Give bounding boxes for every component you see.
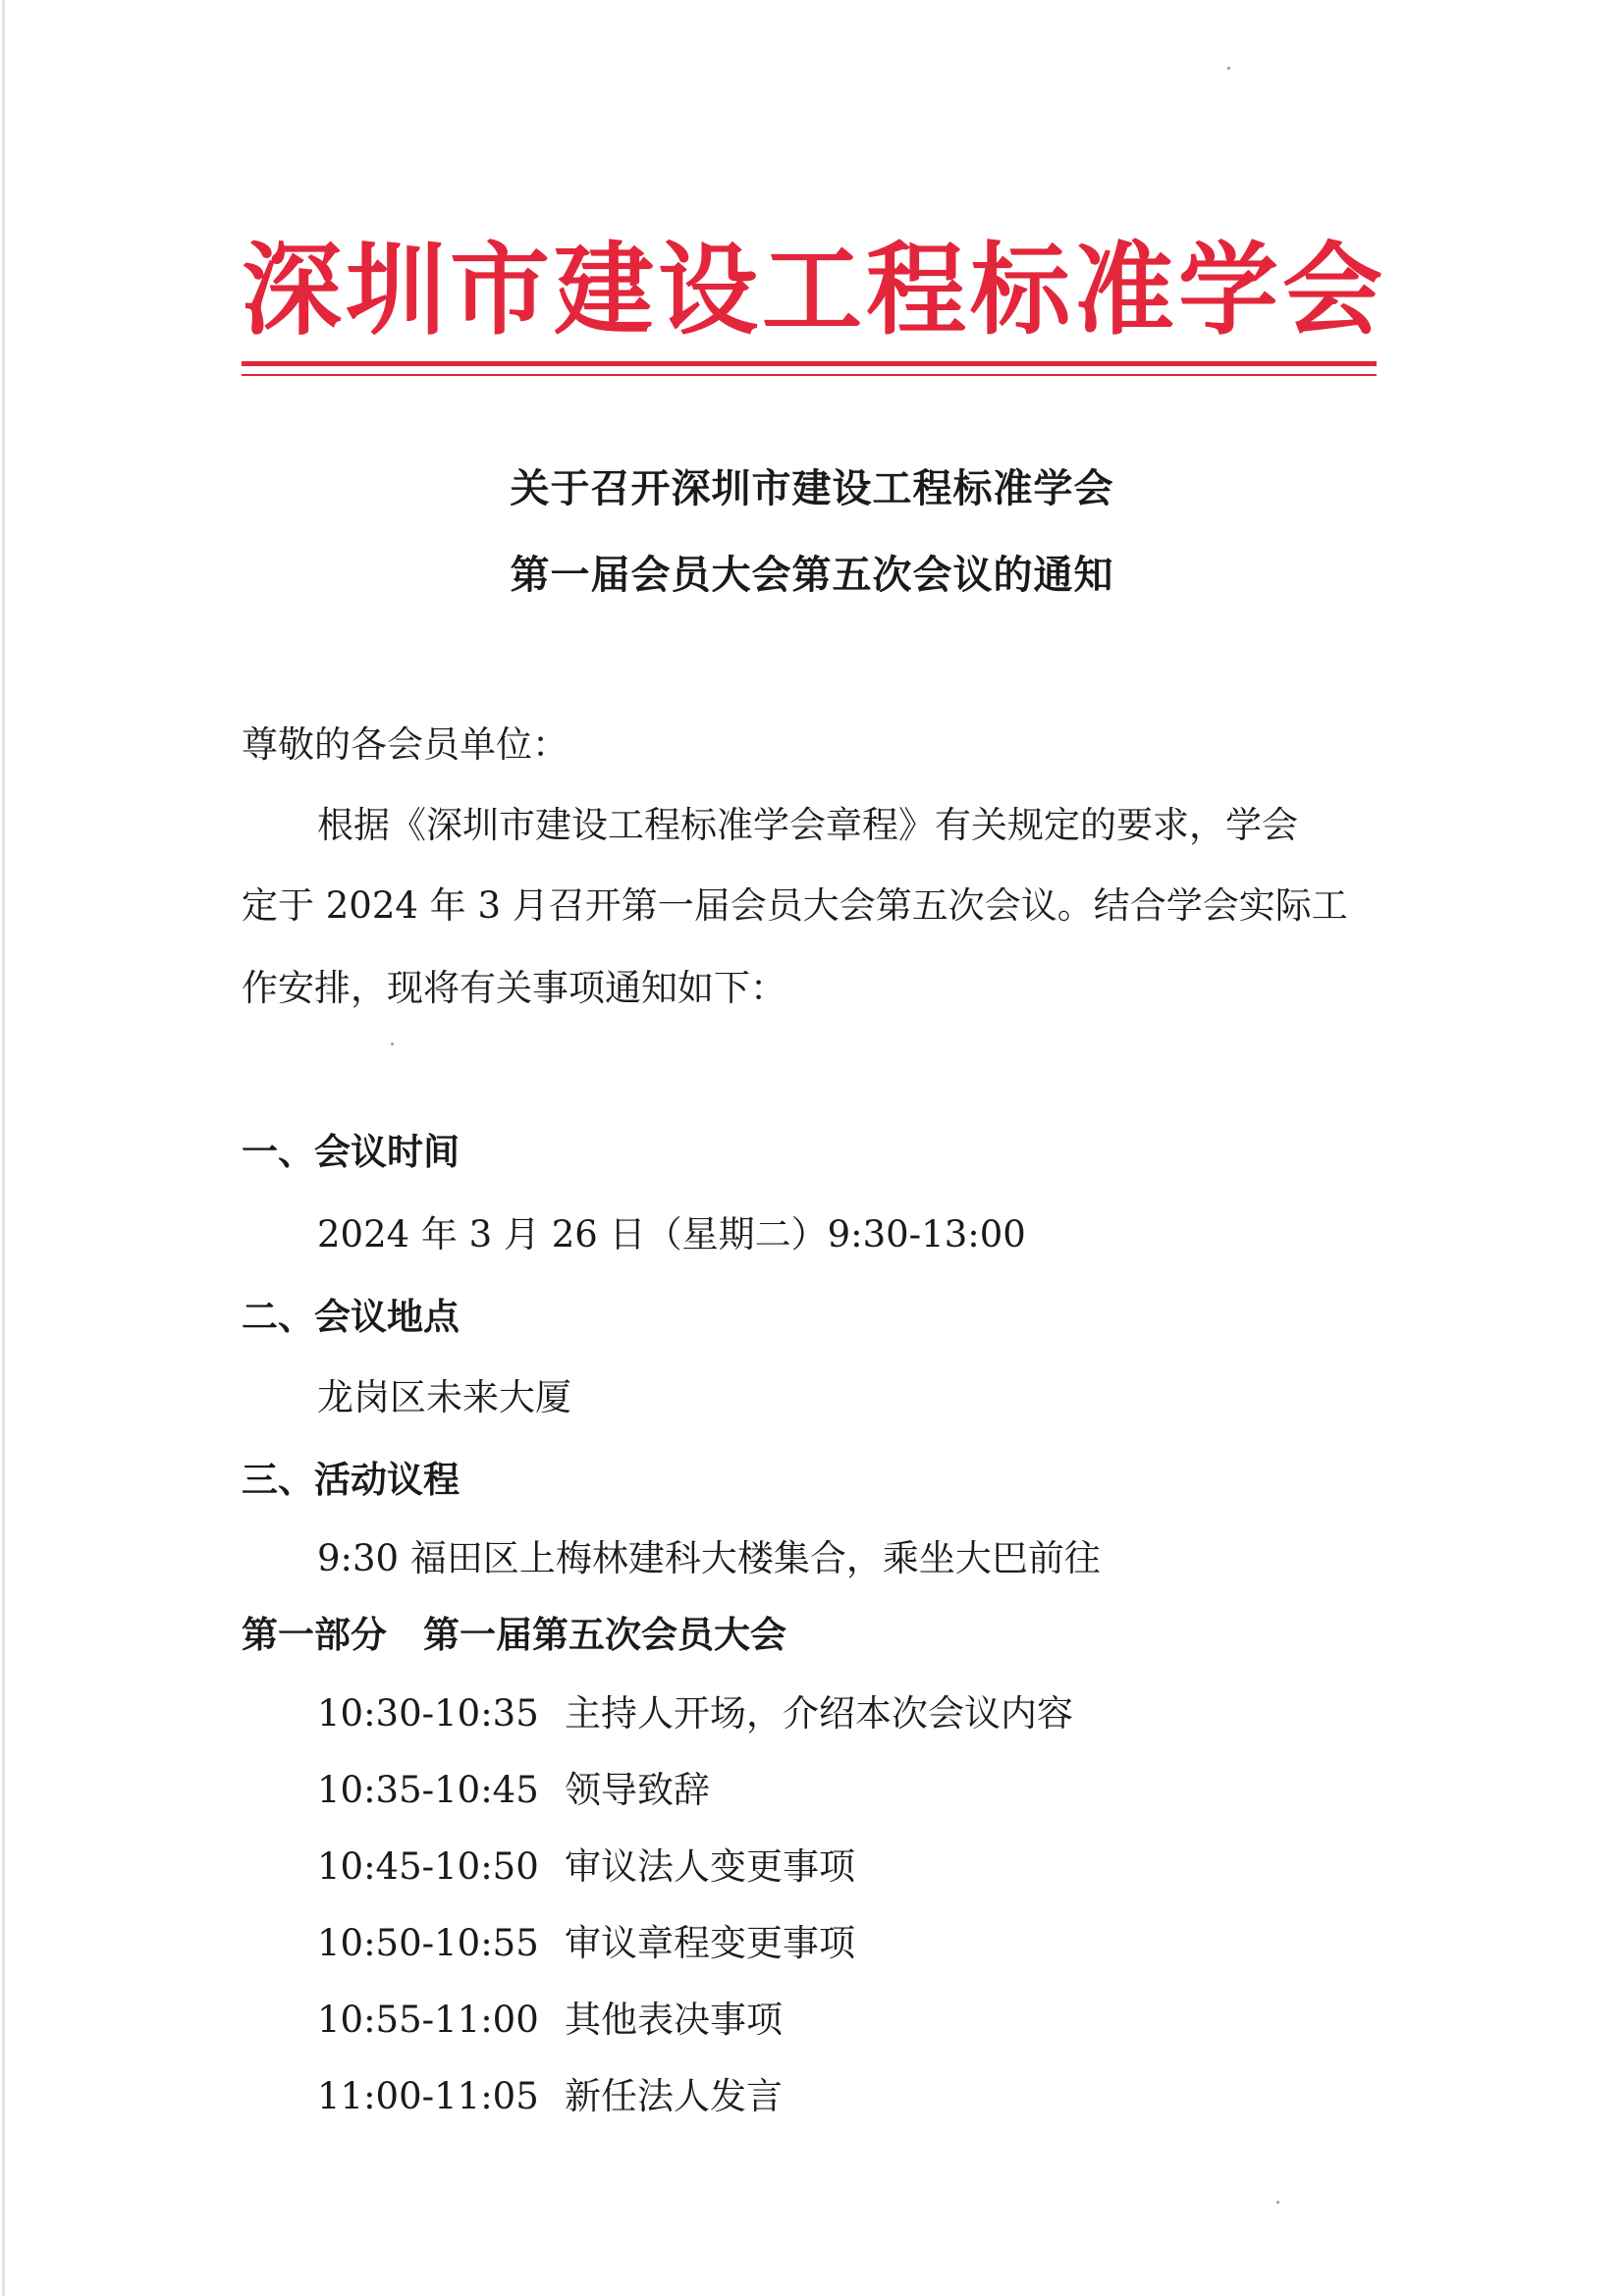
section-place-value: 龙岗区未来大厦	[317, 1376, 571, 1418]
agenda-time: 10:30-10:35	[317, 1692, 539, 1735]
scan-speck	[1227, 67, 1230, 70]
agenda-gather: 9:30 福田区上梅林建科大楼集合，乘坐大巴前往	[317, 1537, 1101, 1579]
section-place-heading: 二、会议地点	[242, 1296, 460, 1338]
agenda-time: 11:00-11:05	[317, 2075, 539, 2117]
notice-title-line1: 关于召开深圳市建设工程标准学会	[510, 466, 1114, 511]
agenda-time: 10:55-11:00	[317, 1999, 539, 2041]
section-agenda-heading: 三、活动议程	[242, 1459, 460, 1501]
agenda-time: 10:35-10:45	[317, 1769, 539, 1811]
agenda-row	[317, 1688, 1073, 1739]
intro-line1: 根据《深圳市建设工程标准学会章程》有关规定的要求，学会	[317, 804, 1298, 846]
section-time-heading: 一、会议时间	[242, 1131, 460, 1173]
section-time-value: 2024 年 3 月 26 日（星期二）9:30-13:00	[317, 1213, 1026, 1255]
letterhead-rule-thick	[242, 361, 1377, 366]
agenda-part1-heading: 第一部分 第一届第五次会员大会	[242, 1614, 786, 1656]
agenda-row	[317, 1918, 855, 1969]
agenda-time: 10:50-10:55	[317, 1922, 539, 1964]
letterhead-org-name: 深圳市建设工程标准学会	[242, 233, 1386, 349]
agenda-item: 新任法人发言	[565, 2075, 783, 2117]
scan-edge	[2, 0, 5, 2296]
agenda-row	[317, 1765, 710, 1816]
agenda-item: 领导致辞	[565, 1769, 710, 1811]
salutation: 尊敬的各会员单位：	[242, 723, 568, 766]
agenda-row	[317, 1995, 783, 2046]
intro-line2: 定于 2024 年 3 月召开第一届会员大会第五次会议。结合学会实际工	[242, 884, 1348, 927]
agenda-row	[317, 1842, 855, 1893]
intro-line3: 作安排，现将有关事项通知如下：	[242, 967, 786, 1009]
agenda-item: 审议章程变更事项	[565, 1922, 855, 1964]
letterhead-rule-thin	[242, 374, 1377, 376]
scan-speck	[391, 1042, 394, 1045]
notice-title-line2: 第一届会员大会第五次会议的通知	[510, 553, 1114, 598]
scan-speck	[1276, 2201, 1279, 2204]
agenda-row	[317, 2071, 783, 2122]
agenda-item: 审议法人变更事项	[565, 1845, 855, 1888]
agenda-item: 其他表决事项	[565, 1999, 783, 2041]
agenda-time: 10:45-10:50	[317, 1845, 539, 1888]
agenda-item: 主持人开场，介绍本次会议内容	[565, 1692, 1073, 1735]
